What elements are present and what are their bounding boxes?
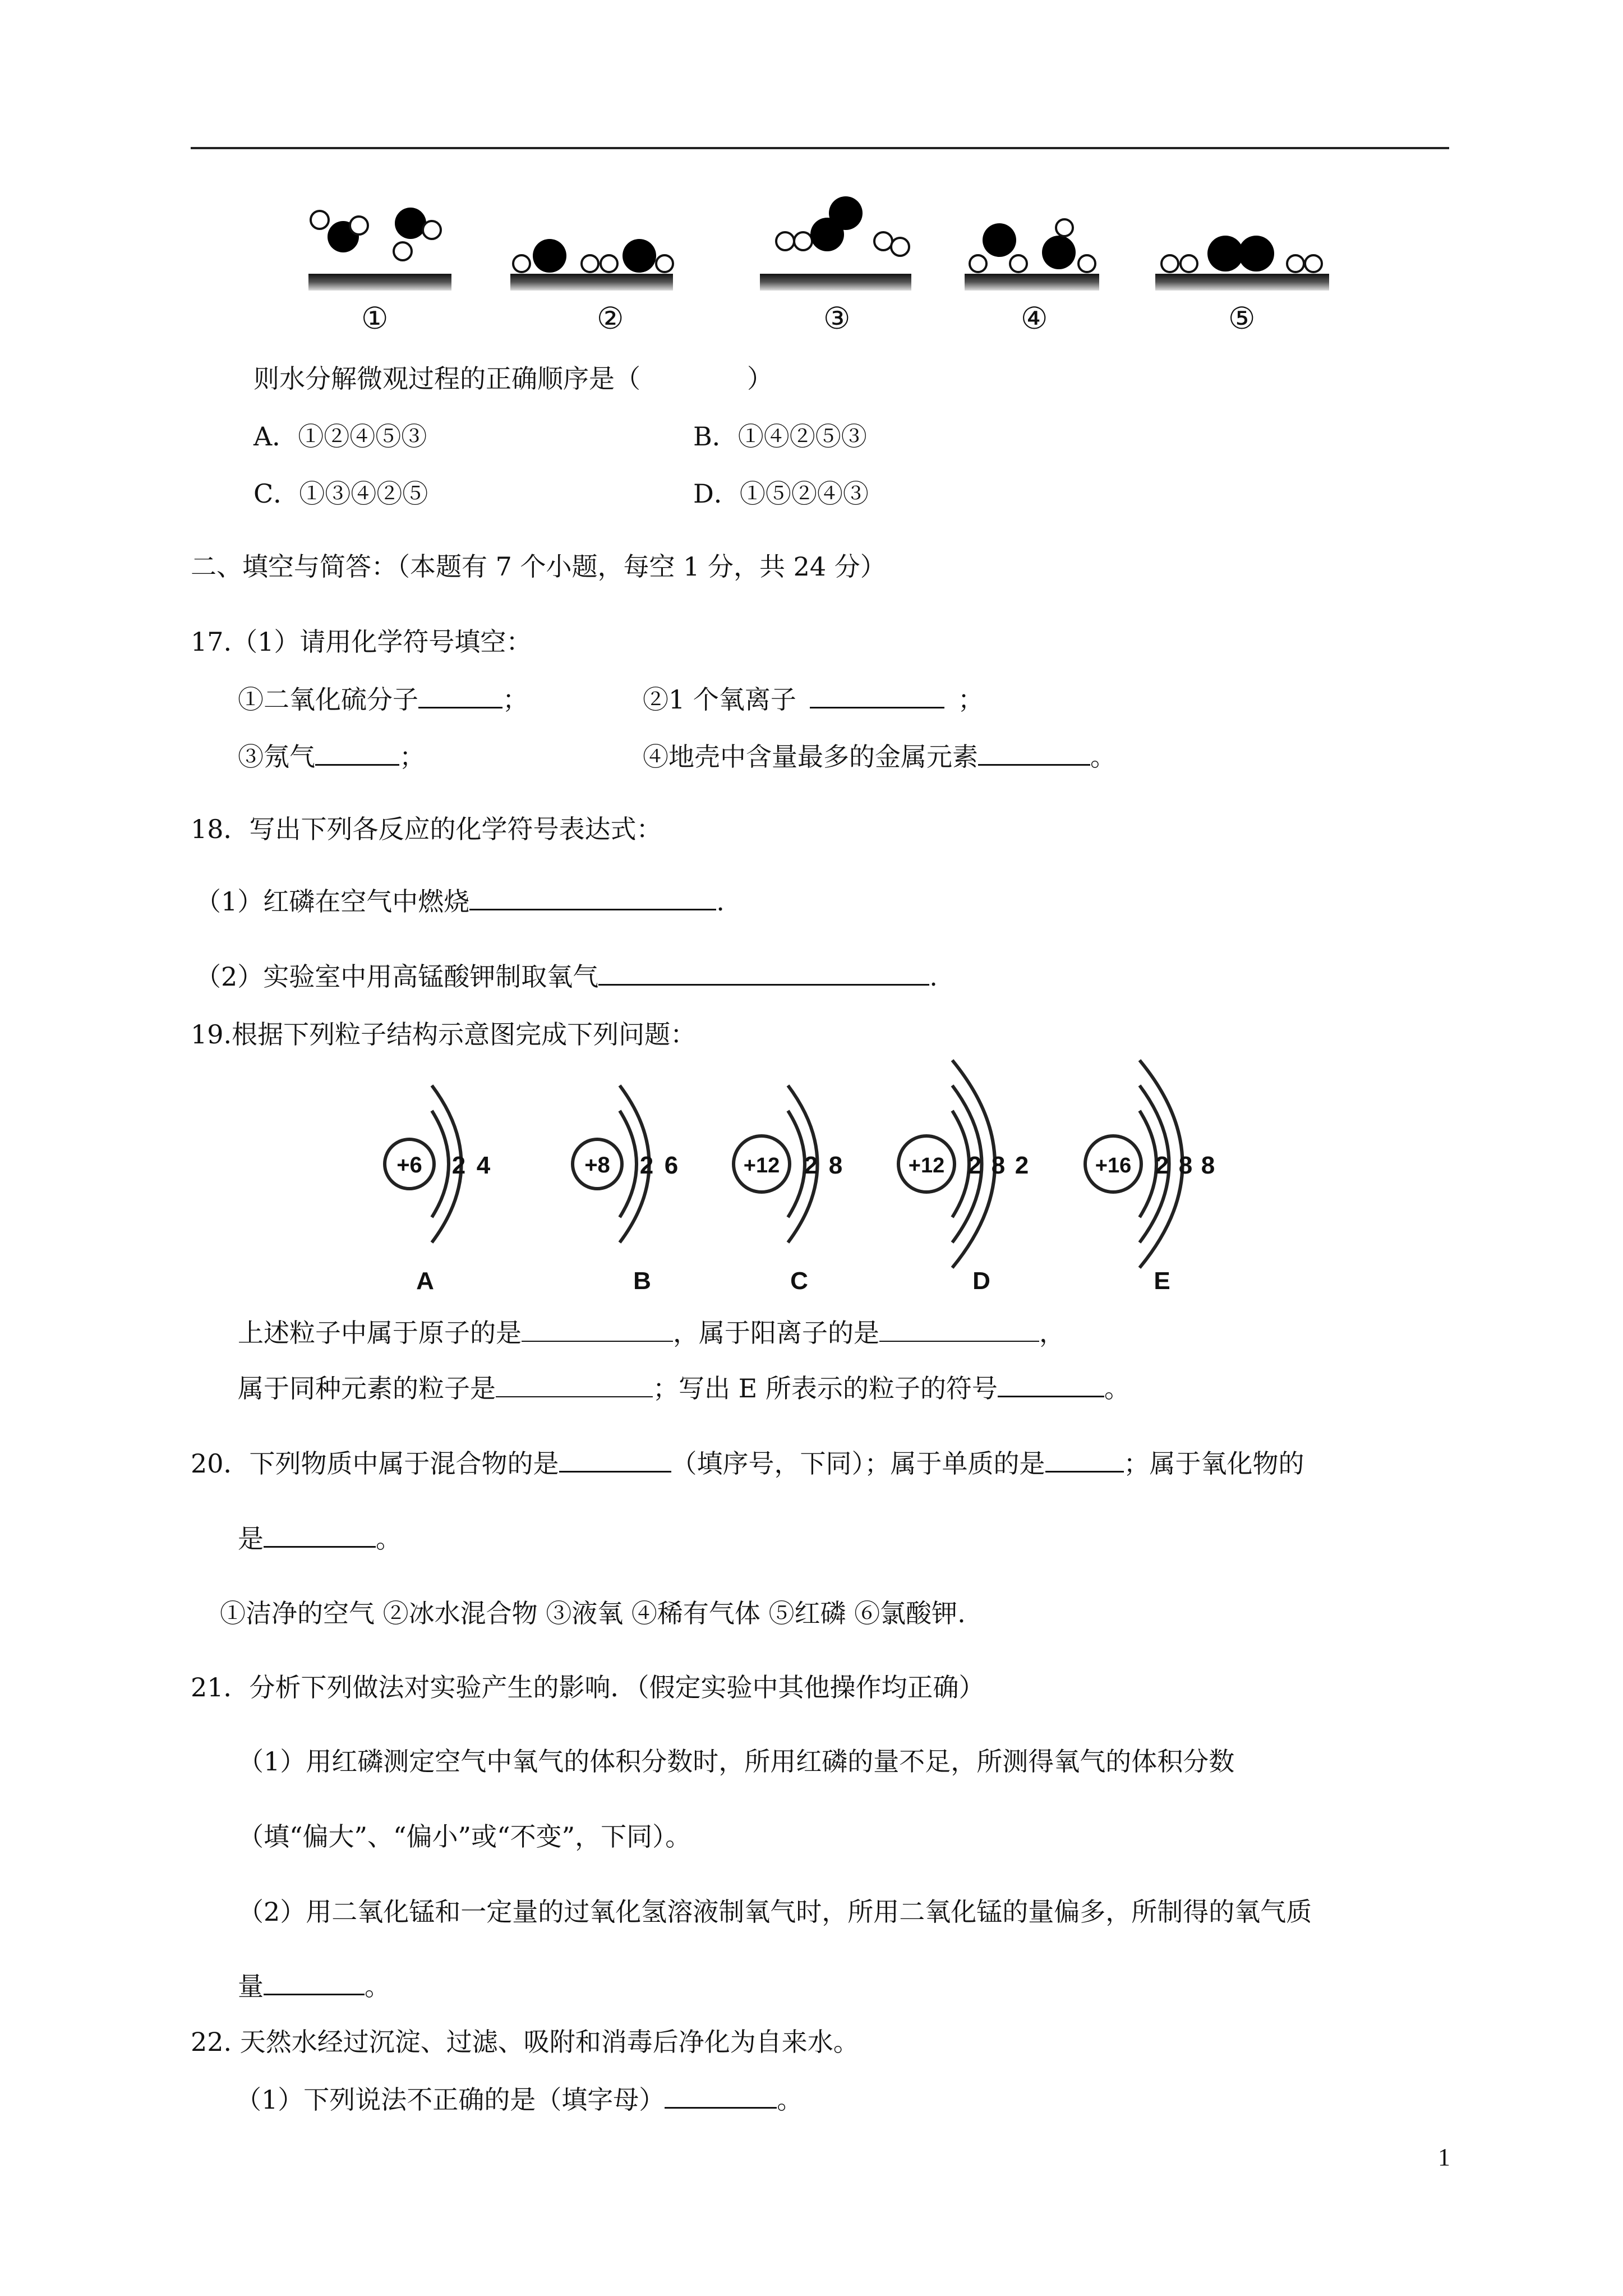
q16-stem-end: ） <box>747 364 773 394</box>
q20-line-1-c: ；属于氧化物的 <box>1123 1448 1304 1479</box>
q18-title: 18．写出下列各反应的化学符号表达式： <box>191 814 662 844</box>
molecule-label-3: ③ <box>823 301 851 336</box>
q19-line-2-b: ；写出 E 所表示的粒子的符号 <box>653 1373 998 1404</box>
label-e: E <box>1154 1267 1170 1295</box>
q18-part-2-end: . <box>929 961 938 992</box>
q17-item-3 <box>238 739 425 774</box>
label-c: C <box>790 1267 808 1295</box>
q16-stem <box>253 362 773 395</box>
nucleus-e: +16 <box>1095 1154 1132 1177</box>
molecule-4 <box>965 219 1099 291</box>
shell-d-2: 8 <box>991 1152 1006 1179</box>
q20-line-1-a: 20．下列物质中属于混合物的是 <box>191 1448 559 1479</box>
q20-blank-mixture[interactable] <box>559 1446 671 1473</box>
q16-stem-text: 则水分解微观过程的正确顺序是（ <box>253 364 640 394</box>
q17-title: 17.（1）请用化学符号填空： <box>191 627 532 657</box>
shell-b-2: 6 <box>664 1152 679 1179</box>
q18-part-1-text: （1）红磷在空气中燃烧 <box>195 886 470 917</box>
label-b: B <box>633 1267 651 1295</box>
page-number: 1 <box>1438 2143 1450 2171</box>
q20-blank-element[interactable] <box>1045 1446 1124 1473</box>
q19-title: 19.根据下列粒子结构示意图完成下列问题： <box>191 1019 697 1050</box>
q17-blank-2[interactable] <box>810 682 944 708</box>
particle-diagrams <box>359 1055 1279 1296</box>
q19-blank-e-symbol[interactable] <box>998 1371 1104 1397</box>
q18-part-1-end: . <box>716 886 725 917</box>
q19-line-1-a: 上述粒子中属于原子的是 <box>238 1318 522 1348</box>
q17-item-4-text: ④地壳中含量最多的金属元素 <box>643 742 978 772</box>
q20-line-1-b: （填序号，下同）；属于单质的是 <box>671 1448 1045 1479</box>
q18-part-2 <box>195 959 938 993</box>
q16-option-d: D．①⑤②④③ <box>693 478 869 509</box>
shell-a-2: 4 <box>476 1152 491 1179</box>
shell-c-2: 8 <box>828 1152 843 1179</box>
shell-d-3: 2 <box>1015 1152 1029 1179</box>
q19-blank-atoms[interactable] <box>522 1316 673 1342</box>
shell-c-1: 2 <box>804 1152 818 1179</box>
q18-part-1 <box>195 884 725 918</box>
shell-a-1: 2 <box>451 1152 466 1179</box>
q17-blank-1[interactable] <box>418 682 502 708</box>
q17-item-1 <box>238 682 528 716</box>
q22-part-1-text: （1）下列说法不正确的是（填字母） <box>236 2085 665 2115</box>
q16-option-b: B．①④②⑤③ <box>693 421 867 452</box>
q17-item-4-end: 。 <box>1090 742 1116 772</box>
q19-blank-cations[interactable] <box>879 1316 1039 1342</box>
q17-blank-3[interactable] <box>315 739 399 766</box>
molecule-3 <box>760 196 911 291</box>
q18-blank-1[interactable] <box>469 884 716 910</box>
q17-item-3-end: ； <box>399 742 425 772</box>
nucleus-c: +12 <box>743 1154 780 1177</box>
q17-item-1-text: ①二氧化硫分子 <box>238 684 418 715</box>
label-a: A <box>416 1267 434 1295</box>
shell-e-2: 8 <box>1178 1152 1193 1179</box>
shell-e-1: 2 <box>1155 1152 1169 1179</box>
molecule-label-5: ⑤ <box>1228 301 1256 336</box>
shell-b-1: 2 <box>639 1152 654 1179</box>
label-d: D <box>972 1267 990 1295</box>
q21-part-2: （2）用二氧化锰和一定量的过氧化氢溶液制氧气时，所用二氧化锰的量偏多，所制得的氧气质 <box>238 1897 1312 1927</box>
q20-line-2 <box>238 1521 402 1556</box>
q16-option-c: C．①③④②⑤ <box>253 478 428 509</box>
shell-e-3: 8 <box>1201 1152 1215 1179</box>
q21-part-2b-text: 量 <box>238 1971 264 2001</box>
q21-part-2b <box>238 1969 390 2003</box>
q19-blank-same-element[interactable] <box>496 1372 653 1397</box>
q16-option-a: A．①②④⑤③ <box>253 421 427 452</box>
q20-items: ①洁净的空气 ②冰水混合物 ③液氧 ④稀有气体 ⑤红磷 ⑥氯酸钾. <box>220 1598 966 1628</box>
q20-line-1 <box>191 1446 1304 1480</box>
q17-blank-4[interactable] <box>978 739 1090 766</box>
q22-blank-1[interactable] <box>665 2082 777 2109</box>
q17-item-4 <box>643 739 1116 774</box>
q22-title: 22. 天然水经过沉淀、过滤、吸附和消毒后净化为自来水。 <box>191 2027 859 2057</box>
nucleus-b: +8 <box>584 1153 610 1177</box>
nucleus-d: +12 <box>908 1154 945 1177</box>
q22-part-1 <box>236 2082 803 2116</box>
q20-blank-oxide[interactable] <box>264 1521 376 1548</box>
molecule-label-1: ① <box>361 301 389 336</box>
nucleus-a: +6 <box>396 1153 422 1177</box>
q19-line-2 <box>238 1371 1130 1405</box>
molecule-1 <box>308 208 451 291</box>
molecule-2 <box>510 239 673 291</box>
q21-part-1: （1）用红磷测定空气中氧气的体积分数时，所用红磷的量不足，所测得氧气的体积分数 <box>238 1746 1235 1777</box>
q17-item-2-text: ②1 个氧离子 <box>643 684 796 715</box>
q20-line-2-a: 是 <box>238 1524 264 1554</box>
molecule-label-4: ④ <box>1021 301 1048 336</box>
q19-line-1-b: ，属于阳离子的是 <box>673 1318 879 1348</box>
q19-line-1 <box>238 1316 1065 1350</box>
q21-blank-mass[interactable] <box>264 1969 365 1995</box>
q21-part-1b: （填“偏大”、“偏小”或“不变”，下同）。 <box>238 1821 691 1852</box>
q21-part-2b-end: 。 <box>365 1971 390 2001</box>
section2-heading: 二、填空与简答：（本题有 7 个小题，每空 1 分，共 24 分） <box>191 551 886 582</box>
q17-item-2-end: ； <box>957 684 984 715</box>
molecule-label-2: ② <box>597 301 624 336</box>
q17-item-2 <box>643 682 984 716</box>
q19-line-1-c: ， <box>1039 1318 1065 1348</box>
header-rule <box>191 147 1449 149</box>
q21-title: 21．分析下列做法对实验产生的影响．（假定实验中其他操作均正确） <box>191 1672 985 1703</box>
q18-part-2-text: （2）实验室中用高锰酸钾制取氧气 <box>195 961 599 992</box>
q22-part-1-end: 。 <box>777 2085 803 2115</box>
shell-d-1: 2 <box>967 1152 982 1179</box>
q20-line-2-b: 。 <box>376 1524 402 1554</box>
q17-item-3-text: ③氖气 <box>238 742 315 772</box>
q19-line-2-c: 。 <box>1104 1373 1130 1404</box>
q19-line-2-a: 属于同种元素的粒子是 <box>238 1373 496 1404</box>
q17-item-1-end: ； <box>502 684 528 715</box>
molecule-5 <box>1155 236 1329 291</box>
q18-blank-2[interactable] <box>598 959 929 986</box>
